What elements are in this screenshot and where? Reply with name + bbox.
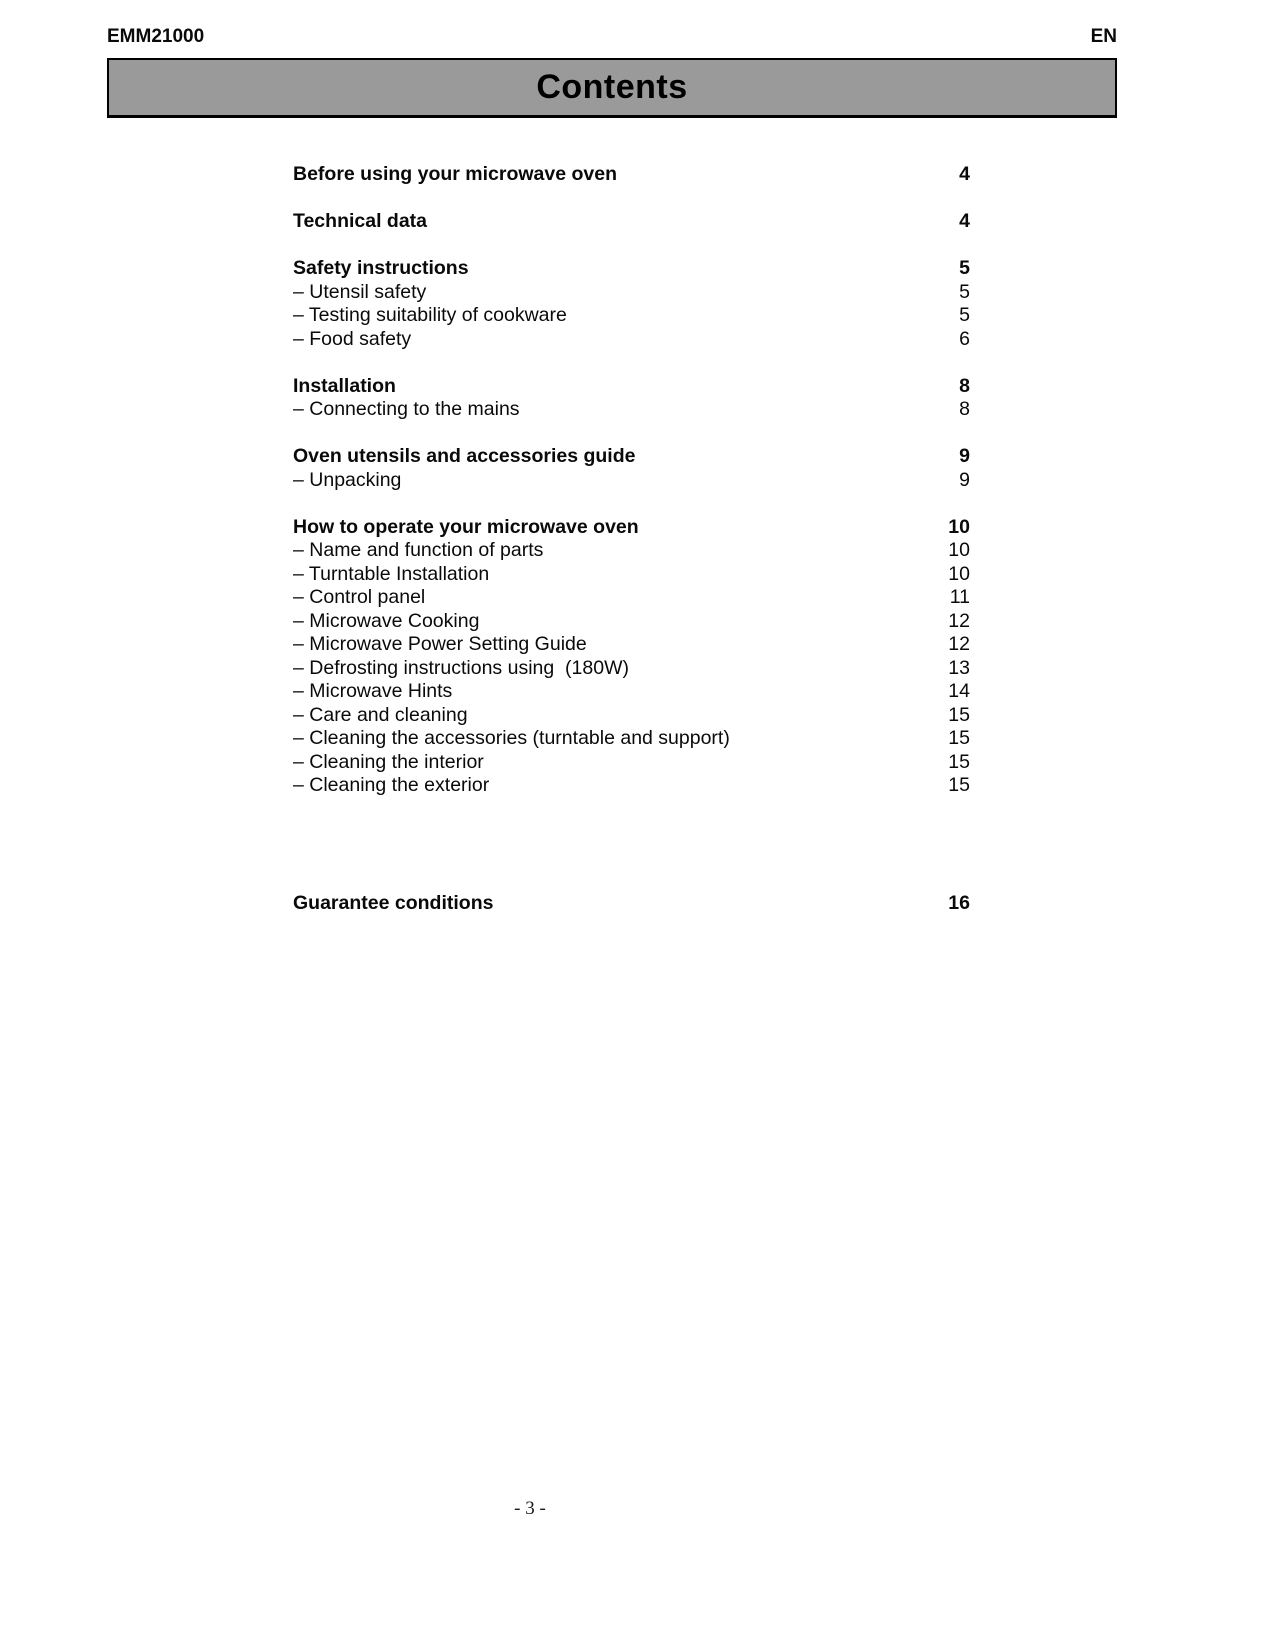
toc-entry-label: – Control panel (293, 586, 426, 608)
toc-heading-row (293, 375, 970, 399)
toc-entry-label: Oven utensils and accessories guide (293, 445, 636, 467)
toc-entry-label: – Testing suitability of cookware (293, 304, 567, 326)
toc-item-row (293, 751, 970, 775)
toc-entry-label: – Microwave Power Setting Guide (293, 633, 587, 655)
document-header (107, 26, 1117, 48)
toc-entry-label: – Microwave Hints (293, 680, 453, 702)
page-title: Contents (536, 68, 688, 106)
toc-item-row (293, 539, 970, 563)
toc-entry-label: – Name and function of parts (293, 539, 544, 561)
toc-item-row (293, 633, 970, 657)
toc-entry-page: 15 (948, 703, 970, 726)
page-footer (0, 1498, 1060, 1520)
toc-group (293, 516, 970, 798)
toc-entry-label: – Turntable Installation (293, 562, 490, 585)
toc-entry-label: – Food safety (293, 327, 412, 350)
toc-entry-page: 4 (959, 210, 970, 232)
toc-item-row (293, 727, 970, 751)
toc-group (293, 210, 970, 234)
toc-item-row (293, 704, 970, 728)
page-number: - 3 - (514, 1498, 546, 1519)
toc-entry-page: 8 (959, 374, 970, 397)
toc-item-row (293, 586, 970, 610)
toc-entry-label: Before using your microwave oven (293, 163, 618, 185)
toc-item-row (293, 774, 970, 798)
toc-item-row (293, 610, 970, 634)
toc-entry-page: 10 (948, 515, 970, 538)
toc-entry-label: Installation (293, 374, 396, 397)
toc-entry-page: 12 (948, 609, 970, 632)
toc-entry-label: Technical data (293, 210, 428, 232)
toc-entry-page: 5 (959, 280, 970, 303)
toc-item-row (293, 657, 970, 681)
toc-entry-label: – Unpacking (293, 468, 402, 491)
toc-entry-page: 6 (959, 327, 970, 350)
toc-entry-page: 9 (959, 445, 970, 467)
toc-group (293, 375, 970, 422)
toc-heading-row (293, 163, 970, 187)
toc-heading-row (293, 516, 970, 540)
toc-entry-page: 15 (948, 774, 970, 796)
toc-entry-label: Safety instructions (293, 257, 469, 279)
toc-entry-page: 10 (948, 562, 970, 585)
table-of-contents (293, 163, 970, 915)
toc-heading-row (293, 257, 970, 281)
toc-entry-label: – Care and cleaning (293, 703, 468, 726)
toc-group (293, 892, 970, 916)
toc-entry-page: 9 (959, 468, 970, 491)
toc-item-row (293, 281, 970, 305)
toc-entry-label: – Cleaning the accessories (turntable and support) (293, 727, 730, 749)
toc-group (293, 163, 970, 187)
toc-entry-label: – Cleaning the exterior (293, 774, 490, 796)
toc-entry-page: 8 (959, 398, 970, 420)
toc-item-row (293, 398, 970, 422)
toc-entry-page: 16 (948, 891, 970, 914)
toc-entry-label: – Utensil safety (293, 280, 427, 303)
toc-group (293, 257, 970, 351)
toc-entry-label: – Connecting to the mains (293, 398, 520, 420)
toc-entry-page: 15 (948, 727, 970, 749)
toc-entry-label: – Defrosting instructions using (180W) (293, 656, 629, 679)
toc-group (293, 445, 970, 492)
toc-entry-page: 5 (959, 257, 970, 279)
toc-item-row (293, 563, 970, 587)
toc-item-row (293, 680, 970, 704)
toc-heading-row (293, 210, 970, 234)
toc-heading-row (293, 445, 970, 469)
toc-entry-page: 13 (948, 656, 970, 679)
toc-entry-label: – Cleaning the interior (293, 750, 484, 773)
toc-entry-page: 15 (948, 750, 970, 773)
toc-entry-page: 4 (959, 163, 970, 185)
contents-banner (107, 58, 1117, 118)
toc-entry-label: Guarantee conditions (293, 891, 494, 914)
language-code: EN (1090, 26, 1117, 47)
toc-entry-page: 14 (948, 680, 970, 702)
toc-item-row (293, 328, 970, 352)
toc-entry-label: How to operate your microwave oven (293, 515, 639, 538)
toc-entry-page: 12 (948, 633, 970, 655)
toc-entry-page: 5 (959, 304, 970, 326)
toc-item-row (293, 469, 970, 493)
toc-entry-page: 11 (949, 586, 970, 608)
toc-entry-label: – Microwave Cooking (293, 609, 480, 632)
toc-item-row (293, 304, 970, 328)
toc-heading-row (293, 892, 970, 916)
toc-entry-page: 10 (948, 539, 970, 561)
model-number: EMM21000 (107, 26, 205, 47)
